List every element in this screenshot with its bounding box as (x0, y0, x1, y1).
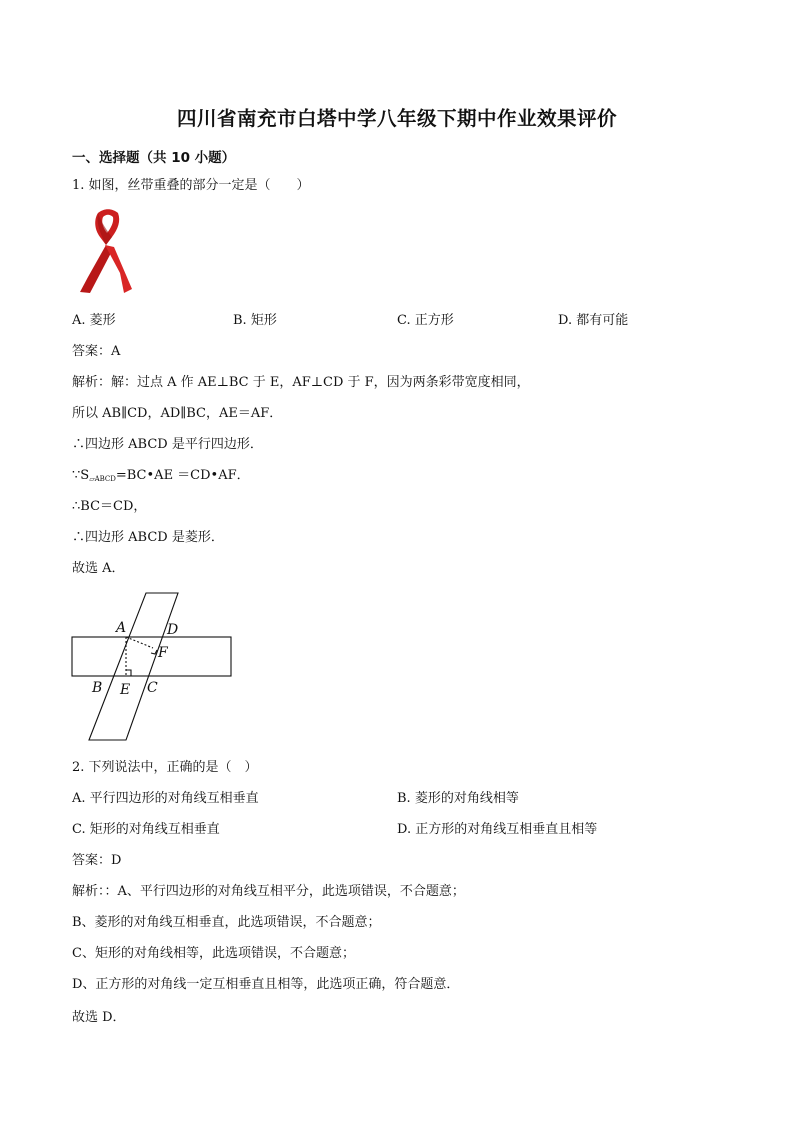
q1-answer: 答案：A (72, 344, 121, 359)
area-equation: =BC•AE ＝CD•AF． (115, 468, 250, 483)
label-c: C (147, 680, 158, 696)
q1-solution-line-2: 所以 AB∥CD，AD∥BC，AE＝AF． (72, 406, 283, 421)
label-f: F (158, 645, 168, 661)
q1-solution-line-7: 故选 A． (72, 561, 125, 576)
area-subscript: ▱ABCD (89, 475, 116, 483)
horizontal-strip (72, 637, 231, 676)
document-title: 四川省南充市白塔中学八年级下期中作业效果评价 (176, 107, 617, 130)
section-heading: 一、选择题（共 10 小题） (72, 150, 236, 166)
q1-solution-line-1: 解析：解：过点 A 作 AE⊥BC 于 E，AF⊥CD 于 F，因为两条彩带宽度相同， (72, 375, 530, 390)
altitude-af (126, 637, 153, 648)
q1-solution-line-6: ∴四边形 ABCD 是菱形． (72, 530, 224, 545)
q1-stem: 1. 如图，丝带重叠的部分一定是（ ） (72, 178, 310, 193)
q2-solution-line-4: D、正方形的对角线一定互相垂直且相等，此选项正确，符合题意． (72, 977, 460, 992)
q1-option-a: A. 菱形 (72, 313, 116, 328)
q1-solution-line-5: ∴BC＝CD， (72, 499, 147, 514)
q1-solution-line-4 (72, 467, 250, 488)
slanted-strip (89, 593, 178, 740)
red-ribbon-image (74, 207, 134, 297)
q2-option-b: B. 菱形的对角线相等 (397, 791, 519, 806)
q2-stem: 2. 下列说法中，正确的是（ ） (72, 760, 258, 775)
ribbon-overlap-figure (70, 590, 240, 750)
q2-option-d: D. 正方形的对角线互相垂直且相等 (397, 822, 598, 837)
q1-solution-line-3: ∴四边形 ABCD 是平行四边形． (72, 437, 263, 452)
q2-solution-line-3: C、矩形的对角线相等，此选项错误，不合题意； (72, 946, 355, 961)
area-symbol: ∵S (72, 468, 90, 483)
q2-option-a: A. 平行四边形的对角线互相垂直 (72, 791, 259, 806)
right-angle-mark-e (126, 670, 131, 676)
q2-solution-line-2: B、菱形的对角线互相垂直，此选项错误，不合题意； (72, 915, 381, 930)
q1-option-b: B. 矩形 (233, 313, 277, 328)
label-a: A (116, 620, 127, 636)
label-d: D (167, 622, 179, 638)
q1-option-c: C. 正方形 (397, 313, 454, 328)
q2-solution-line-5: 故选 D． (72, 1010, 126, 1025)
label-e: E (120, 682, 131, 698)
q2-option-c: C. 矩形的对角线互相垂直 (72, 822, 220, 837)
label-b: B (92, 680, 103, 696)
q1-option-d: D. 都有可能 (558, 313, 629, 328)
q2-solution-line-1: 解析：：A、平行四边形的对角线互相平分，此选项错误，不合题意； (72, 884, 465, 899)
q2-answer: 答案：D (72, 853, 122, 868)
